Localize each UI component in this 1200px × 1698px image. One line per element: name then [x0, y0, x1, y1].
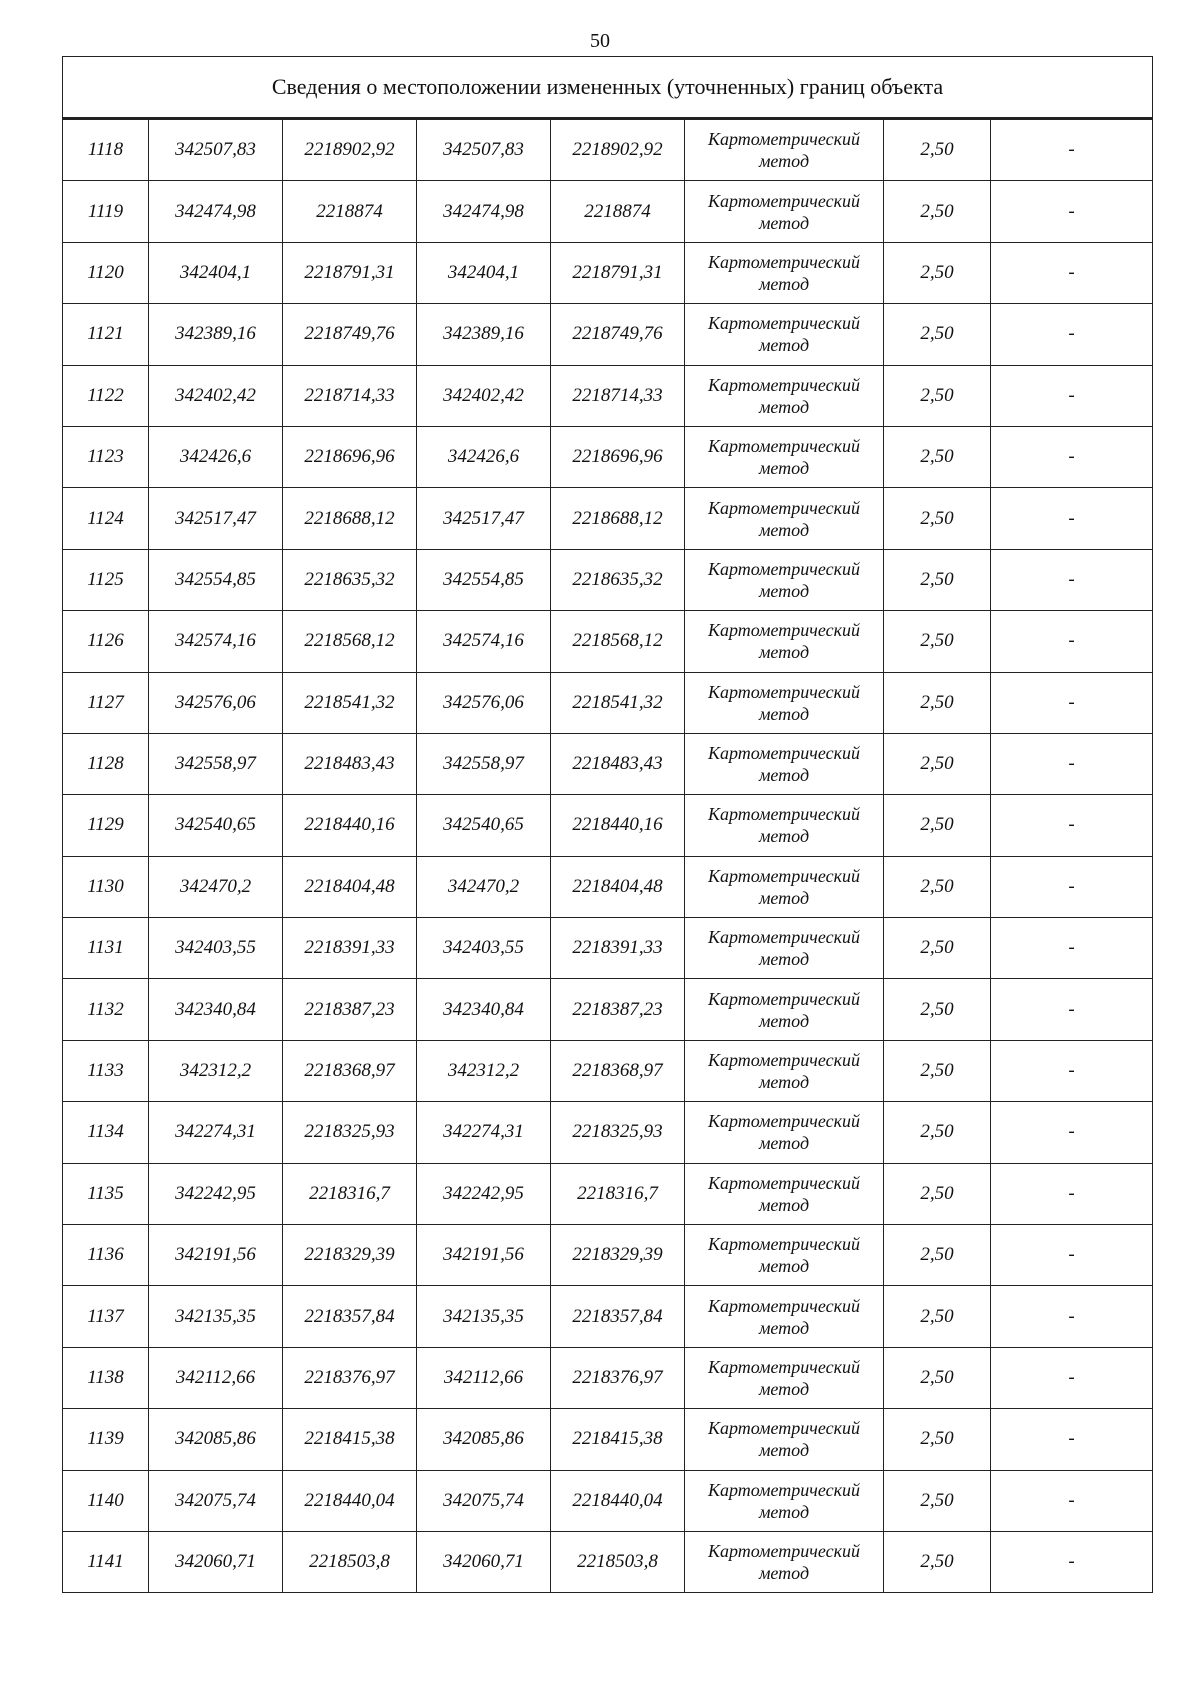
accuracy-cell: 2,50 [884, 242, 991, 303]
accuracy-cell: 2,50 [884, 1347, 991, 1408]
accuracy-cell: 2,50 [884, 856, 991, 917]
existing-x-cell: 342554,85 [149, 549, 283, 610]
existing-y-cell: 2218503,8 [283, 1531, 417, 1592]
existing-x-cell: 342517,47 [149, 488, 283, 549]
method-cell [685, 1347, 884, 1408]
accuracy-cell: 2,50 [884, 1470, 991, 1531]
accuracy-cell: 2,50 [884, 979, 991, 1040]
note-cell: - [991, 1040, 1153, 1101]
table-row [63, 1163, 1153, 1224]
existing-x-cell: 342470,2 [149, 856, 283, 917]
accuracy-cell: 2,50 [884, 549, 991, 610]
point-number-cell: 1134 [63, 1102, 149, 1163]
method-line-1: Картометрический [707, 1234, 860, 1255]
refined-y-cell: 2218749,76 [551, 304, 685, 365]
method-line-1: Картометрический [707, 681, 860, 702]
note-cell: - [991, 242, 1153, 303]
existing-x-cell: 342404,1 [149, 242, 283, 303]
existing-y-cell: 2218440,04 [283, 1470, 417, 1531]
method-cell [685, 1286, 884, 1347]
accuracy-cell: 2,50 [884, 918, 991, 979]
point-number-cell: 1137 [63, 1286, 149, 1347]
refined-y-cell: 2218404,48 [551, 856, 685, 917]
method-cell [685, 672, 884, 733]
note-cell: - [991, 1225, 1153, 1286]
existing-x-cell: 342402,42 [149, 365, 283, 426]
accuracy-cell: 2,50 [884, 119, 991, 181]
accuracy-cell: 2,50 [884, 1531, 991, 1592]
table-row [63, 242, 1153, 303]
note-cell: - [991, 549, 1153, 610]
method-cell [685, 1225, 884, 1286]
method-line-1: Картометрический [707, 1111, 860, 1132]
existing-y-cell: 2218714,33 [283, 365, 417, 426]
point-number-cell: 1123 [63, 426, 149, 487]
accuracy-cell: 2,50 [884, 365, 991, 426]
method-line-2: метод [758, 580, 810, 601]
note-cell: - [991, 1102, 1153, 1163]
method-line-1: Картометрический [707, 1479, 860, 1500]
existing-y-cell: 2218541,32 [283, 672, 417, 733]
note-cell: - [991, 918, 1153, 979]
refined-x-cell: 342470,2 [417, 856, 551, 917]
note-cell: - [991, 426, 1153, 487]
existing-y-cell: 2218791,31 [283, 242, 417, 303]
refined-y-cell: 2218696,96 [551, 426, 685, 487]
refined-x-cell: 342558,97 [417, 733, 551, 794]
existing-y-cell: 2218635,32 [283, 549, 417, 610]
method-line-2: метод [758, 1194, 810, 1215]
accuracy-cell: 2,50 [884, 304, 991, 365]
point-number-cell: 1120 [63, 242, 149, 303]
refined-x-cell: 342574,16 [417, 611, 551, 672]
existing-x-cell: 342135,35 [149, 1286, 283, 1347]
method-cell [685, 918, 884, 979]
existing-x-cell: 342558,97 [149, 733, 283, 794]
point-number-cell: 1138 [63, 1347, 149, 1408]
refined-y-cell: 2218791,31 [551, 242, 685, 303]
note-cell: - [991, 304, 1153, 365]
method-line-1: Картометрический [707, 988, 860, 1009]
table-row [63, 611, 1153, 672]
existing-x-cell: 342507,83 [149, 119, 283, 181]
method-line-2: метод [758, 1317, 810, 1338]
point-number-cell: 1139 [63, 1409, 149, 1470]
existing-y-cell: 2218357,84 [283, 1286, 417, 1347]
note-cell: - [991, 1163, 1153, 1224]
table-row [63, 488, 1153, 549]
point-number-cell: 1136 [63, 1225, 149, 1286]
method-line-2: метод [758, 1072, 810, 1093]
note-cell: - [991, 119, 1153, 181]
table-row [63, 426, 1153, 487]
refined-x-cell: 342507,83 [417, 119, 551, 181]
existing-y-cell: 2218368,97 [283, 1040, 417, 1101]
table-row [63, 1409, 1153, 1470]
accuracy-cell: 2,50 [884, 1225, 991, 1286]
refined-x-cell: 342389,16 [417, 304, 551, 365]
existing-y-cell: 2218376,97 [283, 1347, 417, 1408]
accuracy-cell: 2,50 [884, 1409, 991, 1470]
method-cell [685, 611, 884, 672]
method-line-2: метод [758, 1440, 810, 1461]
method-line-2: метод [758, 642, 810, 663]
existing-x-cell: 342389,16 [149, 304, 283, 365]
method-line-1: Картометрический [707, 1172, 860, 1193]
table-row [63, 795, 1153, 856]
accuracy-cell: 2,50 [884, 611, 991, 672]
table-row [63, 1470, 1153, 1531]
table-row [63, 1040, 1153, 1101]
refined-x-cell: 342474,98 [417, 181, 551, 242]
refined-y-cell: 2218440,16 [551, 795, 685, 856]
method-cell [685, 1102, 884, 1163]
method-line-1: Картометрический [707, 436, 860, 457]
method-line-2: метод [758, 1501, 810, 1522]
point-number-cell: 1122 [63, 365, 149, 426]
accuracy-cell: 2,50 [884, 795, 991, 856]
method-cell [685, 181, 884, 242]
refined-y-cell: 2218329,39 [551, 1225, 685, 1286]
refined-x-cell: 342402,42 [417, 365, 551, 426]
method-cell [685, 856, 884, 917]
existing-x-cell: 342340,84 [149, 979, 283, 1040]
method-cell [685, 549, 884, 610]
point-number-cell: 1140 [63, 1470, 149, 1531]
existing-y-cell: 2218391,33 [283, 918, 417, 979]
table-caption: Сведения о местоположении измененных (уточненных) границ объекта [63, 57, 1153, 119]
refined-x-cell: 342312,2 [417, 1040, 551, 1101]
refined-x-cell: 342403,55 [417, 918, 551, 979]
refined-x-cell: 342085,86 [417, 1409, 551, 1470]
note-cell: - [991, 795, 1153, 856]
refined-x-cell: 342576,06 [417, 672, 551, 733]
method-line-1: Картометрический [707, 865, 860, 886]
existing-x-cell: 342112,66 [149, 1347, 283, 1408]
table-row [63, 119, 1153, 181]
accuracy-cell: 2,50 [884, 1163, 991, 1224]
accuracy-cell: 2,50 [884, 1040, 991, 1101]
refined-y-cell: 2218316,7 [551, 1163, 685, 1224]
table-row [63, 1102, 1153, 1163]
existing-x-cell: 342085,86 [149, 1409, 283, 1470]
point-number-cell: 1118 [63, 119, 149, 181]
note-cell: - [991, 611, 1153, 672]
existing-y-cell: 2218749,76 [283, 304, 417, 365]
existing-y-cell: 2218329,39 [283, 1225, 417, 1286]
point-number-cell: 1133 [63, 1040, 149, 1101]
refined-y-cell: 2218688,12 [551, 488, 685, 549]
method-line-2: метод [758, 826, 810, 847]
existing-x-cell: 342075,74 [149, 1470, 283, 1531]
refined-y-cell: 2218902,92 [551, 119, 685, 181]
method-line-2: метод [758, 151, 810, 172]
method-line-1: Картометрический [707, 804, 860, 825]
table-row [63, 1531, 1153, 1592]
existing-y-cell: 2218387,23 [283, 979, 417, 1040]
existing-y-cell: 2218325,93 [283, 1102, 417, 1163]
point-number-cell: 1126 [63, 611, 149, 672]
refined-x-cell: 342517,47 [417, 488, 551, 549]
page-number: 50 [590, 30, 610, 52]
existing-x-cell: 342474,98 [149, 181, 283, 242]
accuracy-cell: 2,50 [884, 733, 991, 794]
method-cell [685, 979, 884, 1040]
point-number-cell: 1119 [63, 181, 149, 242]
note-cell: - [991, 1347, 1153, 1408]
existing-y-cell: 2218568,12 [283, 611, 417, 672]
existing-y-cell: 2218696,96 [283, 426, 417, 487]
point-number-cell: 1127 [63, 672, 149, 733]
method-cell [685, 1470, 884, 1531]
method-line-2: метод [758, 1133, 810, 1154]
refined-y-cell: 2218376,97 [551, 1347, 685, 1408]
refined-y-cell: 2218635,32 [551, 549, 685, 610]
existing-x-cell: 342060,71 [149, 1531, 283, 1592]
method-cell [685, 119, 884, 181]
existing-x-cell: 342242,95 [149, 1163, 283, 1224]
point-number-cell: 1129 [63, 795, 149, 856]
caption-row [63, 57, 1153, 119]
method-line-1: Картометрический [707, 129, 860, 150]
method-line-1: Картометрический [707, 558, 860, 579]
point-number-cell: 1130 [63, 856, 149, 917]
method-line-2: метод [758, 519, 810, 540]
refined-y-cell: 2218568,12 [551, 611, 685, 672]
existing-y-cell: 2218440,16 [283, 795, 417, 856]
table-row [63, 1286, 1153, 1347]
existing-y-cell: 2218415,38 [283, 1409, 417, 1470]
method-cell [685, 304, 884, 365]
point-number-cell: 1141 [63, 1531, 149, 1592]
note-cell: - [991, 733, 1153, 794]
table-row [63, 304, 1153, 365]
refined-y-cell: 2218874 [551, 181, 685, 242]
method-line-2: метод [758, 273, 810, 294]
refined-x-cell: 342554,85 [417, 549, 551, 610]
accuracy-cell: 2,50 [884, 1102, 991, 1163]
refined-y-cell: 2218387,23 [551, 979, 685, 1040]
refined-x-cell: 342274,31 [417, 1102, 551, 1163]
existing-x-cell: 342403,55 [149, 918, 283, 979]
method-line-2: метод [758, 335, 810, 356]
method-line-1: Картометрический [707, 497, 860, 518]
note-cell: - [991, 1409, 1153, 1470]
existing-x-cell: 342576,06 [149, 672, 283, 733]
method-line-1: Картометрический [707, 313, 860, 334]
existing-y-cell: 2218483,43 [283, 733, 417, 794]
point-number-cell: 1125 [63, 549, 149, 610]
existing-y-cell: 2218902,92 [283, 119, 417, 181]
table-row [63, 856, 1153, 917]
method-line-1: Картометрический [707, 374, 860, 395]
existing-x-cell: 342312,2 [149, 1040, 283, 1101]
method-cell [685, 365, 884, 426]
method-cell [685, 1409, 884, 1470]
method-line-2: метод [758, 1010, 810, 1031]
method-cell [685, 488, 884, 549]
method-line-2: метод [758, 212, 810, 233]
refined-y-cell: 2218368,97 [551, 1040, 685, 1101]
refined-y-cell: 2218541,32 [551, 672, 685, 733]
existing-y-cell: 2218688,12 [283, 488, 417, 549]
note-cell: - [991, 181, 1153, 242]
method-line-2: метод [758, 765, 810, 786]
point-number-cell: 1121 [63, 304, 149, 365]
refined-y-cell: 2218483,43 [551, 733, 685, 794]
note-cell: - [991, 1531, 1153, 1592]
refined-y-cell: 2218503,8 [551, 1531, 685, 1592]
note-cell: - [991, 672, 1153, 733]
refined-y-cell: 2218415,38 [551, 1409, 685, 1470]
existing-y-cell: 2218316,7 [283, 1163, 417, 1224]
method-cell [685, 242, 884, 303]
refined-x-cell: 342404,1 [417, 242, 551, 303]
existing-x-cell: 342540,65 [149, 795, 283, 856]
method-line-1: Картометрический [707, 1357, 860, 1377]
point-number-cell: 1128 [63, 733, 149, 794]
point-number-cell: 1135 [63, 1163, 149, 1224]
existing-x-cell: 342191,56 [149, 1225, 283, 1286]
note-cell: - [991, 1470, 1153, 1531]
table-row [63, 733, 1153, 794]
refined-y-cell: 2218440,04 [551, 1470, 685, 1531]
note-cell: - [991, 979, 1153, 1040]
method-line-1: Картометрический [707, 620, 860, 641]
existing-x-cell: 342426,6 [149, 426, 283, 487]
refined-x-cell: 342191,56 [417, 1225, 551, 1286]
point-number-cell: 1131 [63, 918, 149, 979]
method-line-1: Картометрический [707, 927, 860, 948]
refined-x-cell: 342060,71 [417, 1531, 551, 1592]
method-line-2: метод [758, 396, 810, 417]
method-cell [685, 1531, 884, 1592]
refined-x-cell: 342242,95 [417, 1163, 551, 1224]
refined-x-cell: 342075,74 [417, 1470, 551, 1531]
method-line-2: метод [758, 1379, 810, 1399]
refined-x-cell: 342540,65 [417, 795, 551, 856]
boundary-coordinates-table [62, 56, 1153, 1593]
method-cell [685, 426, 884, 487]
method-line-1: Картометрический [707, 1295, 860, 1316]
table-row [63, 1225, 1153, 1286]
method-line-2: метод [758, 458, 810, 479]
table-row [63, 549, 1153, 610]
existing-y-cell: 2218404,48 [283, 856, 417, 917]
method-line-2: метод [758, 703, 810, 724]
method-line-1: Картометрический [707, 251, 860, 272]
method-cell [685, 1040, 884, 1101]
existing-x-cell: 342274,31 [149, 1102, 283, 1163]
refined-y-cell: 2218325,93 [551, 1102, 685, 1163]
point-number-cell: 1132 [63, 979, 149, 1040]
existing-y-cell: 2218874 [283, 181, 417, 242]
method-line-1: Картометрический [707, 1050, 860, 1071]
accuracy-cell: 2,50 [884, 672, 991, 733]
existing-x-cell: 342574,16 [149, 611, 283, 672]
method-line-2: метод [758, 1563, 810, 1584]
table-row [63, 1347, 1153, 1408]
note-cell: - [991, 488, 1153, 549]
method-line-2: метод [758, 1256, 810, 1277]
method-line-1: Картометрический [707, 190, 860, 211]
refined-y-cell: 2218391,33 [551, 918, 685, 979]
table-row [63, 365, 1153, 426]
refined-y-cell: 2218357,84 [551, 1286, 685, 1347]
table-row [63, 918, 1153, 979]
method-cell [685, 733, 884, 794]
refined-x-cell: 342426,6 [417, 426, 551, 487]
refined-y-cell: 2218714,33 [551, 365, 685, 426]
method-line-1: Картометрический [707, 743, 860, 764]
method-line-1: Картометрический [707, 1418, 860, 1439]
refined-x-cell: 342135,35 [417, 1286, 551, 1347]
accuracy-cell: 2,50 [884, 181, 991, 242]
method-cell [685, 795, 884, 856]
point-number-cell: 1124 [63, 488, 149, 549]
method-cell [685, 1163, 884, 1224]
note-cell: - [991, 856, 1153, 917]
accuracy-cell: 2,50 [884, 1286, 991, 1347]
note-cell: - [991, 365, 1153, 426]
note-cell: - [991, 1286, 1153, 1347]
table-row [63, 979, 1153, 1040]
refined-x-cell: 342112,66 [417, 1347, 551, 1408]
method-line-2: метод [758, 887, 810, 908]
table-row [63, 672, 1153, 733]
accuracy-cell: 2,50 [884, 426, 991, 487]
method-line-2: метод [758, 949, 810, 970]
table-row [63, 181, 1153, 242]
accuracy-cell: 2,50 [884, 488, 991, 549]
refined-x-cell: 342340,84 [417, 979, 551, 1040]
method-line-1: Картометрический [707, 1541, 860, 1562]
